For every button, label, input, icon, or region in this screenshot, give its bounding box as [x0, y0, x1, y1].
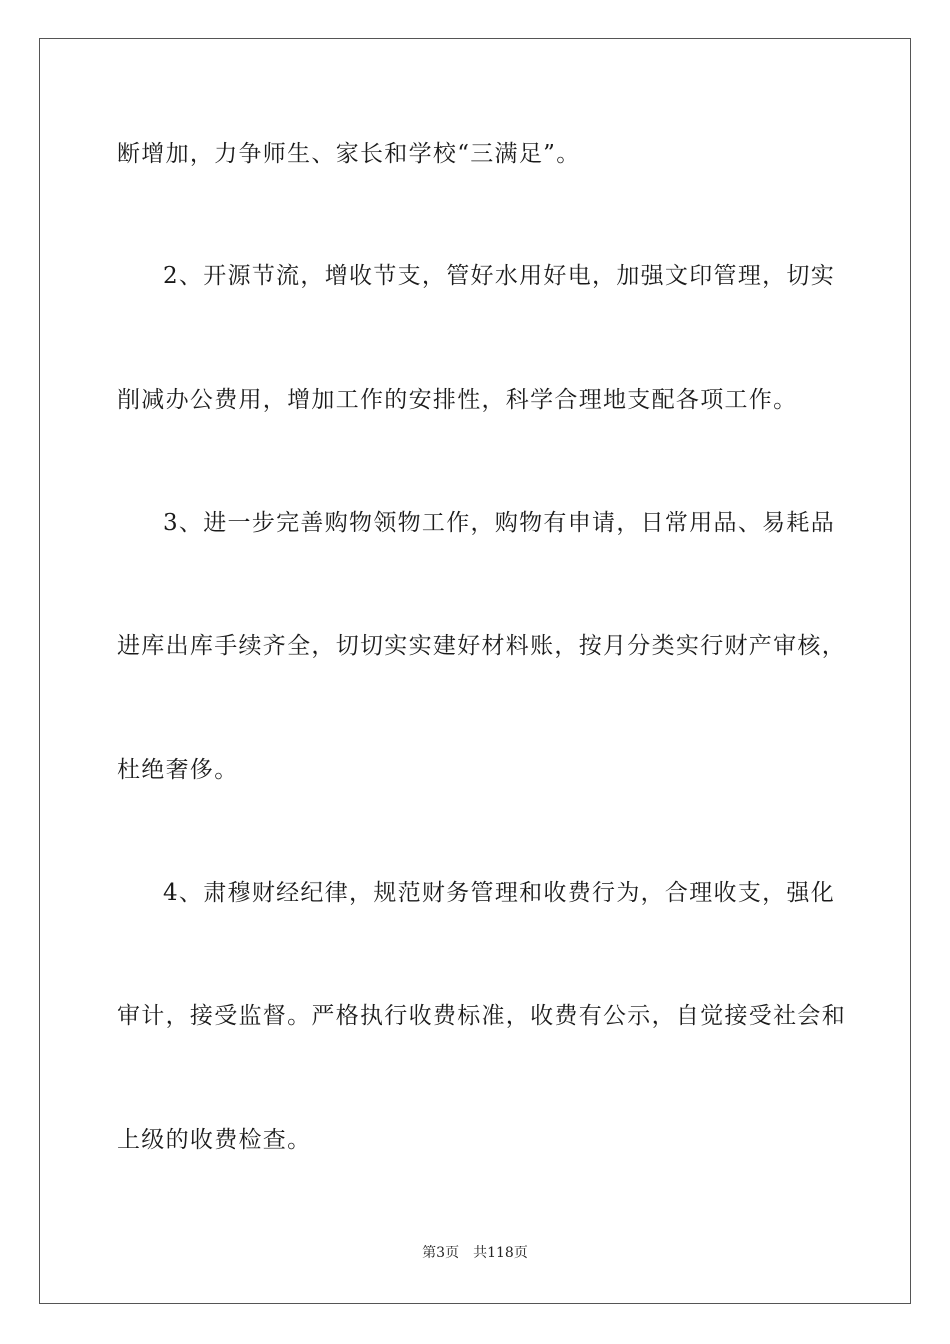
page-footer	[0, 1244, 950, 1262]
paragraph-line: 削减办公费用，增加工作的安排性，科学合理地支配各项工作。	[117, 387, 798, 413]
paragraph-line: 4、肃穆财经纪律，规范财务管理和收费行为，合理收支，强化	[163, 880, 836, 906]
paragraph-line: 3、进一步完善购物领物工作，购物有申请，日常用品、易耗品	[163, 510, 836, 536]
paragraph-line: 上级的收费检查。	[117, 1127, 312, 1153]
paragraph-line: 审计，接受监督。严格执行收费标准，收费有公示，自觉接受社会和	[117, 1003, 846, 1029]
paragraph-line: 进库出库手续齐全，切切实实建好材料账，按月分类实行财产审核，	[117, 633, 846, 659]
page-number: 第3页	[422, 1245, 460, 1261]
paragraph-line: 2、开源节流，增收节支，管好水用好电，加强文印管理，切实	[163, 263, 836, 289]
paragraph-line: 杜绝奢侈。	[117, 757, 239, 783]
page-border	[39, 38, 911, 1304]
page-total: 共118页	[473, 1245, 528, 1261]
paragraph-line: 断增加，力争师生、家长和学校“三满足”。	[117, 141, 581, 167]
